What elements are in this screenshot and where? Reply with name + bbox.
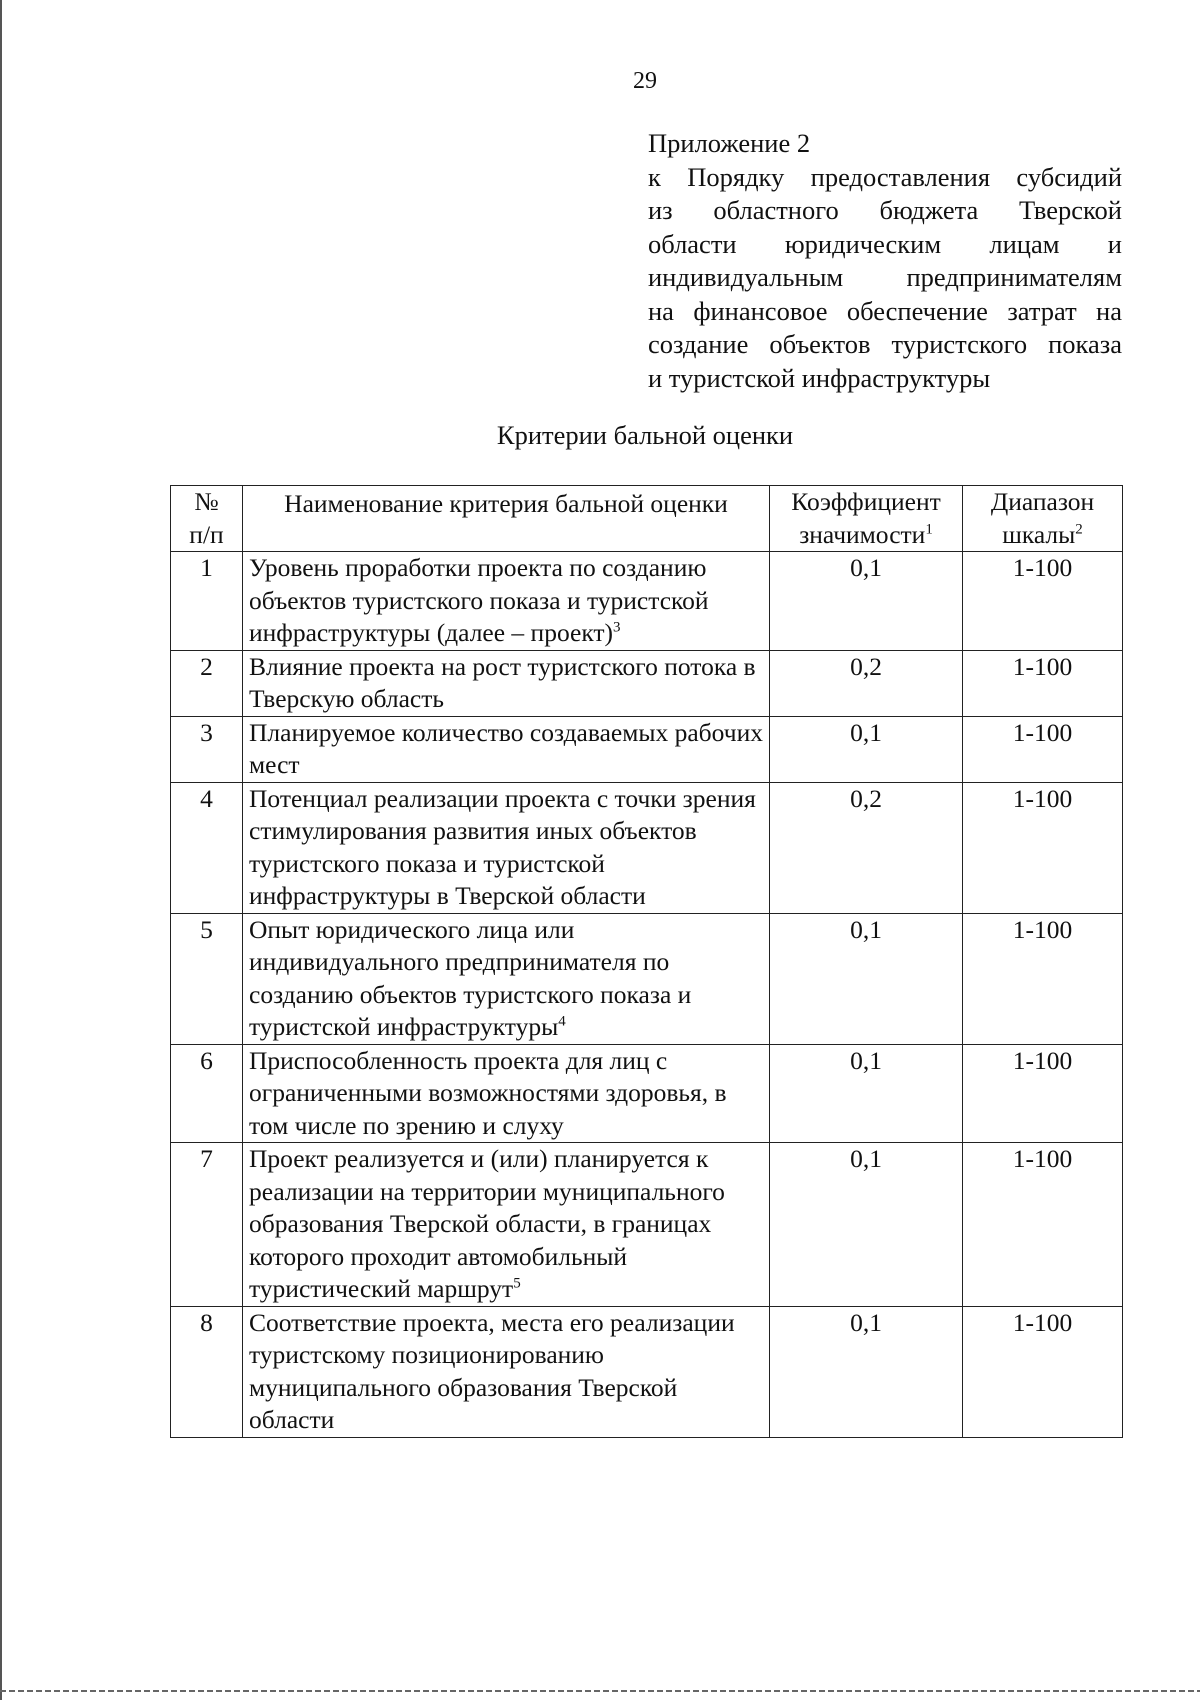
row-range: 1-100	[963, 716, 1123, 782]
row-criterion	[243, 1306, 770, 1437]
row-number: 4	[171, 782, 243, 913]
table-row	[171, 1143, 1123, 1307]
criterion-text: Проект реализуется и (или) планируется к реализации на территории муниципального образования Тверской области, в границах которого проходит автомобильный туристический маршрут	[249, 1144, 725, 1303]
row-coefficient: 0,2	[770, 782, 963, 913]
footnote-ref: 1	[925, 521, 933, 537]
table-row	[171, 1044, 1123, 1143]
row-coefficient: 0,1	[770, 1044, 963, 1143]
row-coefficient: 0,1	[770, 913, 963, 1044]
criterion-text: Планируемое количество создаваемых рабочих мест	[249, 717, 763, 779]
table-row	[171, 650, 1123, 716]
row-number: 1	[171, 552, 243, 651]
criteria-table	[170, 485, 1123, 1438]
criterion-text: Потенциал реализации проекта с точки зрения стимулирования развития иных объектов туристского показа и туристской инфраструктуры в Тверской области	[249, 783, 756, 910]
appendix-line: Приложение 2	[648, 128, 811, 158]
appendix-line: создание объектов туристского показа	[648, 329, 1122, 359]
footnote-ref: 4	[558, 1013, 566, 1030]
row-number: 3	[171, 716, 243, 782]
table-body	[171, 552, 1123, 1438]
row-range: 1-100	[963, 913, 1123, 1044]
table-row	[171, 782, 1123, 913]
header-range-line1: Диапазон	[990, 487, 1095, 516]
row-number: 5	[171, 913, 243, 1044]
appendix-line: и туристской инфраструктуры	[648, 362, 991, 393]
row-coefficient: 0,1	[770, 1306, 963, 1437]
row-criterion	[243, 913, 770, 1044]
page-edge-line	[0, 0, 2, 1700]
row-range: 1-100	[963, 1306, 1123, 1437]
row-range: 1-100	[963, 782, 1123, 913]
row-criterion	[243, 716, 770, 782]
row-number: 2	[171, 650, 243, 716]
table-header-row	[171, 486, 1123, 552]
row-coefficient: 0,1	[770, 716, 963, 782]
row-criterion	[243, 1143, 770, 1307]
table-row	[171, 1306, 1123, 1437]
footnote-ref: 5	[513, 1275, 521, 1292]
row-range: 1-100	[963, 552, 1123, 651]
header-coefficient-line2: значимости	[799, 519, 926, 549]
footnote-ref: 3	[613, 619, 621, 636]
row-criterion	[243, 1044, 770, 1143]
row-coefficient: 0,1	[770, 1143, 963, 1307]
row-criterion	[243, 782, 770, 913]
row-criterion	[243, 552, 770, 651]
table-row	[171, 716, 1123, 782]
row-number: 6	[171, 1044, 243, 1143]
row-number: 8	[171, 1306, 243, 1437]
criterion-text: Приспособленность проекта для лиц с ограниченными возможностями здоровья, в том числе по зрению и слуху	[249, 1045, 727, 1140]
header-number	[171, 486, 243, 552]
header-coefficient-line1: Коэффициент	[791, 487, 941, 516]
appendix-line: из областного бюджета Тверской	[648, 195, 1122, 225]
appendix-line: к Порядку предоставления субсидий	[648, 161, 1122, 192]
appendix-line: области юридическим лицам и	[648, 228, 1122, 259]
header-coefficient	[770, 486, 963, 552]
header-criterion-name: Наименование критерия бальной оценки	[243, 486, 770, 552]
footnote-ref: 2	[1075, 521, 1083, 537]
table-row	[171, 552, 1123, 651]
header-range-line2: шкалы	[1002, 519, 1076, 549]
header-number-line1: №	[194, 487, 219, 516]
row-coefficient: 0,1	[770, 552, 963, 651]
row-criterion	[243, 650, 770, 716]
scan-bottom-edge	[0, 1690, 1200, 1692]
row-range: 1-100	[963, 1044, 1123, 1143]
header-number-line2: п/п	[189, 519, 224, 549]
row-coefficient: 0,2	[770, 650, 963, 716]
criterion-text: Уровень проработки проекта по созданию объектов туристского показа и туристской инфраструктуры (далее – проект)	[249, 553, 709, 647]
criterion-text: Соответствие проекта, места его реализации туристскому позиционированию муниципального образования Тверской области	[249, 1307, 735, 1434]
document-title: Критерии бальной оценки	[496, 420, 794, 450]
header-range	[963, 486, 1123, 552]
criterion-text: Опыт юридического лица или индивидуального предпринимателя по созданию объектов туристского показа и туристской инфраструктуры	[249, 914, 692, 1041]
criterion-text: Влияние проекта на рост туристского потока в Тверскую область	[249, 651, 756, 713]
page-number: 29	[633, 68, 657, 94]
appendix-line: на финансовое обеспечение затрат на	[648, 295, 1122, 326]
appendix-line: индивидуальным предпринимателям	[648, 262, 1122, 292]
row-range: 1-100	[963, 650, 1123, 716]
appendix-note	[648, 127, 1122, 395]
table-row	[171, 913, 1123, 1044]
row-range: 1-100	[963, 1143, 1123, 1307]
row-number: 7	[171, 1143, 243, 1307]
